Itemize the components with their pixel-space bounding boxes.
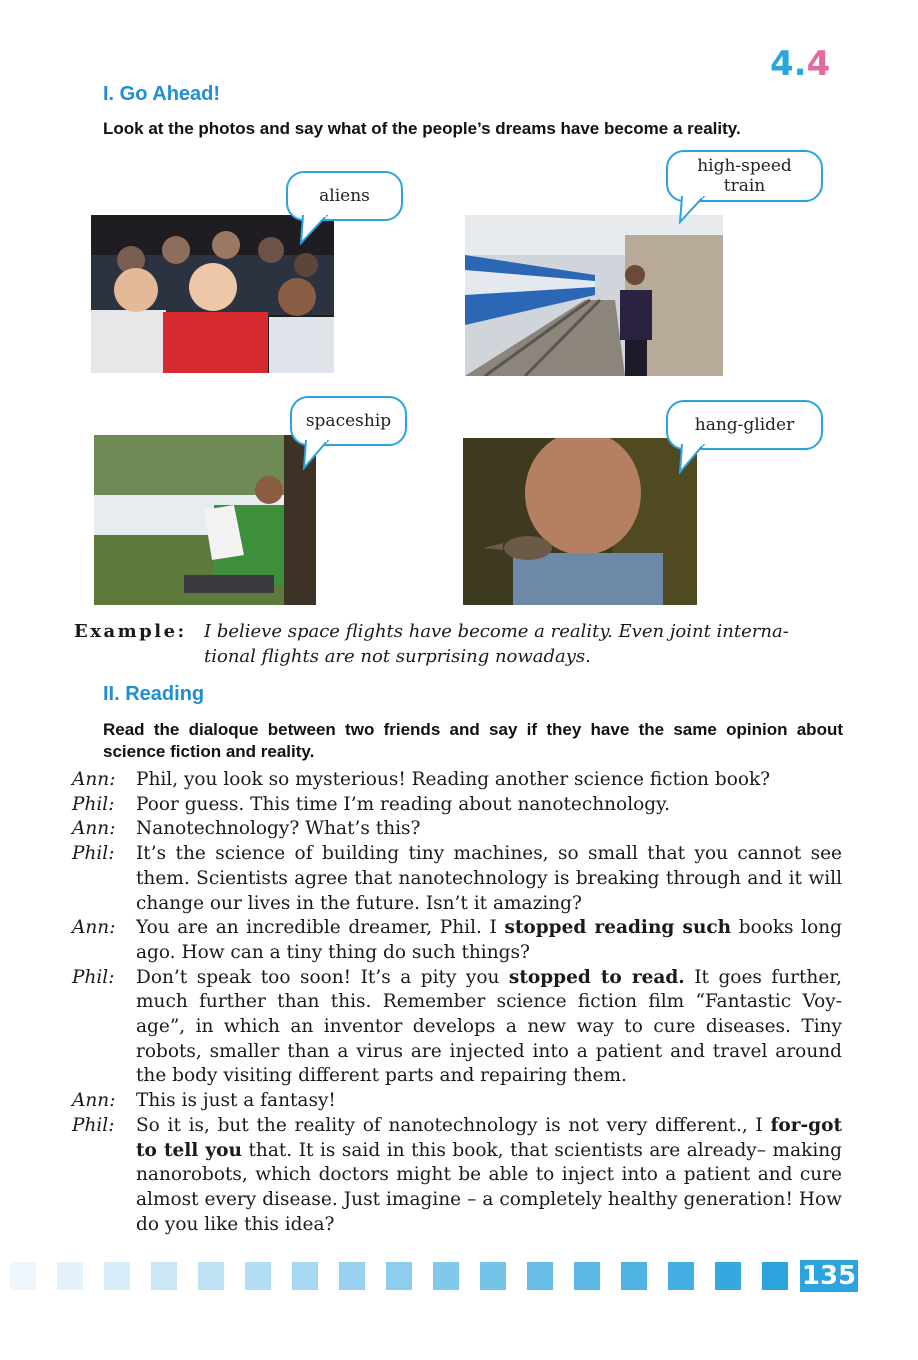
emphasized-phrase: for-got to tell you: [136, 1114, 842, 1161]
footer-square: [245, 1262, 271, 1290]
dialogue-line: [72, 842, 842, 916]
dialogue-fragment: This is just a fantasy!: [136, 1090, 336, 1112]
footer-square: [151, 1262, 177, 1290]
footer-square: [574, 1262, 600, 1290]
speech-bubble-spaceship: [290, 396, 407, 446]
dialogue-fragment: Nanotechnology? What’s this?: [136, 818, 421, 840]
speech-bubble-tail: [300, 440, 340, 470]
section1-instruction: Look at the photos and say what of the people’s dreams have become a reality.: [103, 119, 741, 138]
section2-instruction: Read the dialoque between two friends and say if they have the same opinion about science fiction and reality.: [103, 720, 843, 761]
footer-square: [57, 1262, 83, 1290]
footer-square: [715, 1262, 741, 1290]
bubble-aliens-label: aliens: [319, 186, 370, 206]
footer-square: [668, 1262, 694, 1290]
footer-square: [292, 1262, 318, 1290]
unit-major: 4: [770, 44, 794, 84]
footer-square: [480, 1262, 506, 1290]
speaker-name: Ann:: [72, 818, 116, 840]
dialogue-fragment: that. It is said in this book, that scientists are already– making nanorobots, which doctors might be able to inject into a patient and cure almost every disease. Just imagine – a completely healthy generation! How do you like this idea?: [136, 1139, 842, 1235]
bubble-train-line1: high-speed: [697, 156, 792, 176]
dialogue-line: [72, 817, 842, 842]
photo-boy-with-bird: [463, 438, 697, 605]
footer-square: [621, 1262, 647, 1290]
dialogue-line: [72, 793, 842, 818]
dialogue-text: [136, 916, 842, 965]
speaker-name: Phil:: [72, 793, 115, 815]
dialogue-fragment: Poor guess. This time I’m reading about nanotechnology.: [136, 793, 670, 815]
footer-square: [762, 1262, 788, 1290]
footer-square: [433, 1262, 459, 1290]
footer-square: [10, 1262, 36, 1290]
footer-square: [527, 1262, 553, 1290]
section-title-go-ahead: I. Go Ahead!: [103, 83, 221, 105]
dialogue: [72, 768, 842, 1237]
dialogue-text: [136, 1089, 842, 1114]
dialogue-line: [72, 1114, 842, 1238]
unit-minor: 4: [806, 44, 831, 84]
speaker-name: Ann:: [72, 769, 116, 790]
dialogue-fragment: You are an incredible dreamer, Phil. I: [136, 917, 505, 939]
speaker-name: Ann:: [72, 1090, 116, 1112]
dialogue-text: [136, 842, 842, 916]
speaker-name: Phil:: [72, 966, 115, 988]
example-block: [74, 619, 844, 669]
footer-square: [198, 1262, 224, 1290]
dialogue-fragment: Phil, you look so mysterious! Reading another science fiction book?: [136, 769, 771, 790]
dialogue-line: [72, 916, 842, 965]
dialogue-fragment: books long ago. How can a tiny thing do such things?: [136, 917, 842, 963]
page-number: 135: [801, 1261, 857, 1291]
example-line1: I believe space flights have become a reality. Even joint interna-: [204, 621, 789, 642]
dialogue-text: [136, 768, 842, 793]
dialogue-line: [72, 768, 842, 793]
dialogue-fragment: It goes further, much further than this. Remember science fiction film “Fantastic Voy-age”, in which an inventor develops a new way to cure diseases. Tiny robots, smaller than a virus are injected into a patient and travel around the body visiting different parts and repairing them.: [136, 966, 842, 1087]
dialogue-fragment: It’s the science of building tiny machines, so small that you cannot see them. Scientists agree that nanotechnology is breaking through and it will change our lives in the future. Isn’t it amazing?: [136, 843, 842, 914]
example-label: Example:: [74, 621, 187, 642]
dialogue-text: [136, 1114, 842, 1238]
dialogue-text: [136, 966, 842, 1090]
dialogue-line: [72, 966, 842, 1090]
speaker-name: Phil:: [72, 1114, 115, 1136]
speech-bubble-tail: [676, 444, 716, 474]
speaker-name: Phil:: [72, 843, 115, 865]
section-title-reading: II. Reading: [103, 683, 205, 705]
photo-boy-reading: [94, 435, 316, 605]
emphasized-phrase: stopped reading such: [504, 917, 732, 939]
speech-bubble-tail: [676, 196, 716, 226]
dialogue-line: [72, 1089, 842, 1114]
dialogue-text: [136, 817, 842, 842]
bubble-spaceship-label: spaceship: [305, 411, 392, 431]
unit-dot: .: [793, 44, 807, 84]
speech-bubble-high-speed-train: [666, 150, 823, 202]
speech-bubble-aliens: [286, 171, 403, 221]
dialogue-fragment: So it is, but the reality of nanotechnology is not very different., I: [136, 1114, 771, 1136]
footer-square: [386, 1262, 412, 1290]
speech-bubble-tail: [297, 215, 337, 245]
emphasized-phrase: stopped to read.: [508, 966, 685, 988]
footer-square: [339, 1262, 365, 1290]
footer-square: [104, 1262, 130, 1290]
speech-bubble-hang-glider: [666, 400, 823, 450]
unit-number-badge: [770, 44, 840, 84]
speaker-name: Ann:: [72, 917, 116, 939]
photo-high-speed-train: [465, 215, 723, 376]
dialogue-fragment: Don’t speak too soon! It’s a pity you: [136, 966, 509, 988]
bubble-hang-glider-label: hang-glider: [694, 415, 795, 435]
dialogue-text: [136, 793, 842, 818]
bubble-train-line2: train: [723, 176, 766, 196]
example-line2: tional flights are not surprising nowadays.: [204, 646, 591, 667]
